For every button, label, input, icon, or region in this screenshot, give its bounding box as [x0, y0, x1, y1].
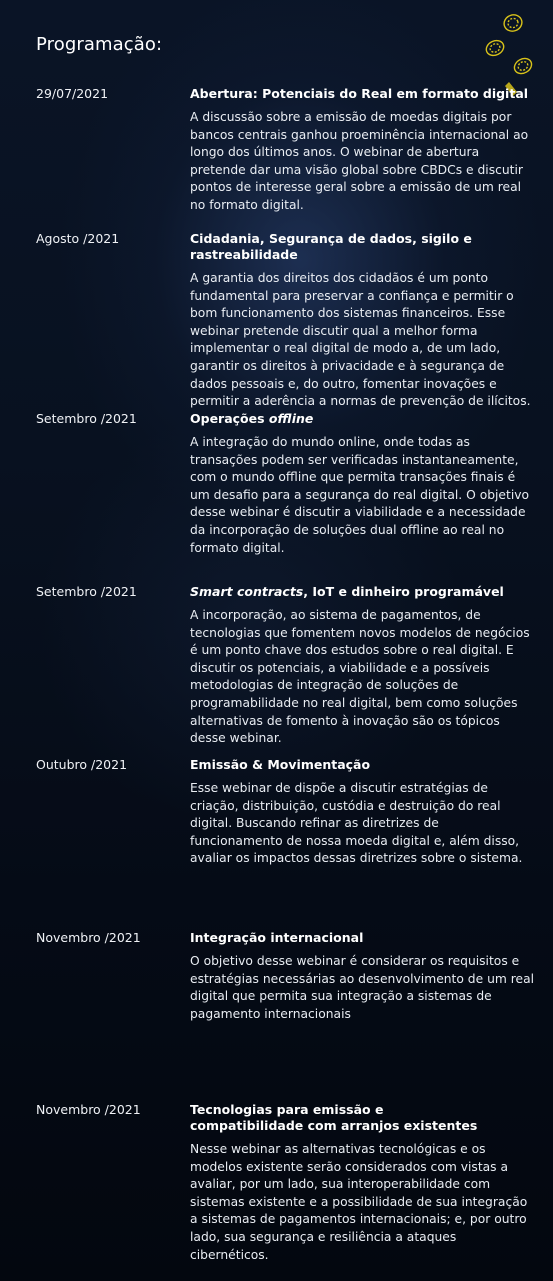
event-content	[190, 757, 535, 868]
event-title: Cidadania, Segurança de dados, sigilo e rastreabilidade	[190, 231, 472, 262]
event-date: Outubro /2021	[36, 757, 128, 772]
event-title-text: Operações	[190, 411, 269, 426]
event-title-italic: Smart contracts	[190, 584, 304, 599]
event-title	[190, 411, 535, 427]
event-date: Agosto /2021	[36, 231, 120, 246]
event-date: Novembro /2021	[36, 1102, 141, 1117]
event-content	[190, 1102, 535, 1264]
event-title-italic: offline	[268, 411, 314, 426]
event-content	[190, 86, 535, 215]
event-date: 29/07/2021	[36, 86, 109, 101]
event-title: Emissão & Movimentação	[190, 757, 371, 772]
event-description: A integração do mundo online, onde todas as transações podem ser verificadas instantaneamente, com o mundo offline que permita transações finais é um desafio para a segurança do real digital. O objetivo desse webinar é discutir a viabilidade e a necessidade da incorporação de soluções dual offline ao real no formato digital.	[190, 435, 530, 555]
page-title: Programação:	[36, 34, 163, 55]
event-content	[190, 231, 535, 411]
event-content	[190, 930, 535, 1023]
event-content	[190, 584, 535, 748]
event-description: Nesse webinar as alternativas tecnológicas e os modelos existente serão considerados com vistas a avaliar, por um lado, sua interoperabilidade com sistemas existente e a possibilidade de sua integração a sistemas de pagamentos internacionais; e, por outro lado, sua segurança e resiliência a ataques cibernéticos.	[190, 1142, 528, 1262]
event-title: Abertura: Potenciais do Real em formato digital	[190, 86, 529, 101]
event-description: O objetivo desse webinar é considerar os requisitos e estratégias necessárias ao desenvolvimento de um real digital que permita sua integração a sistemas de pagamento internacionais	[190, 954, 535, 1021]
event-description: A garantia dos direitos dos cidadãos é um ponto fundamental para preservar a confiança e permitir o bom funcionamento dos sistemas financeiros. Esse webinar pretende discutir qual a melhor forma implementar o real digital de modo a, de um lado, garantir os direitos à privacidade e à segurança de dados pessoais e, do outro, fomentar inovações e permitir a aderência a normas de prevenção de ilícitos.	[190, 271, 531, 409]
event-description: A discussão sobre a emissão de moedas digitais por bancos centrais ganhou proeminência internacional ao longo dos últimos anos. O webinar de abertura pretende dar uma visão global sobre CBDCs e discutir pontos de interesse geral sobre a emissão de um real no formato digital.	[190, 110, 529, 212]
event-title	[190, 584, 535, 600]
event-description: A incorporação, ao sistema de pagamentos, de tecnologias que fomentem novos modelos de negócios é um ponto chave dos estudos sobre o real digital. E discutir os potenciais, a viabilidade e a possíveis metodologias de integração de soluções de programabilidade no real digital, bem como soluções alternativas de fomento à inovação são os tópicos desse webinar.	[190, 608, 530, 746]
event-date: Setembro /2021	[36, 411, 137, 426]
event-content	[190, 411, 535, 557]
event-title: Tecnologias para emissão e compatibilidade com arranjos existentes	[190, 1102, 478, 1133]
event-title-text: , IoT e dinheiro programável	[303, 584, 504, 599]
event-date: Novembro /2021	[36, 930, 141, 945]
event-title: Integração internacional	[190, 930, 364, 945]
event-description: Esse webinar de dispõe a discutir estratégias de criação, distribuição, custódia e destruição do real digital. Buscando refinar as diretrizes de funcionamento de nossa moeda digital e, além disso, avaliar os impactos dessas diretrizes sobre o sistema.	[190, 781, 523, 866]
event-date: Setembro /2021	[36, 584, 137, 599]
